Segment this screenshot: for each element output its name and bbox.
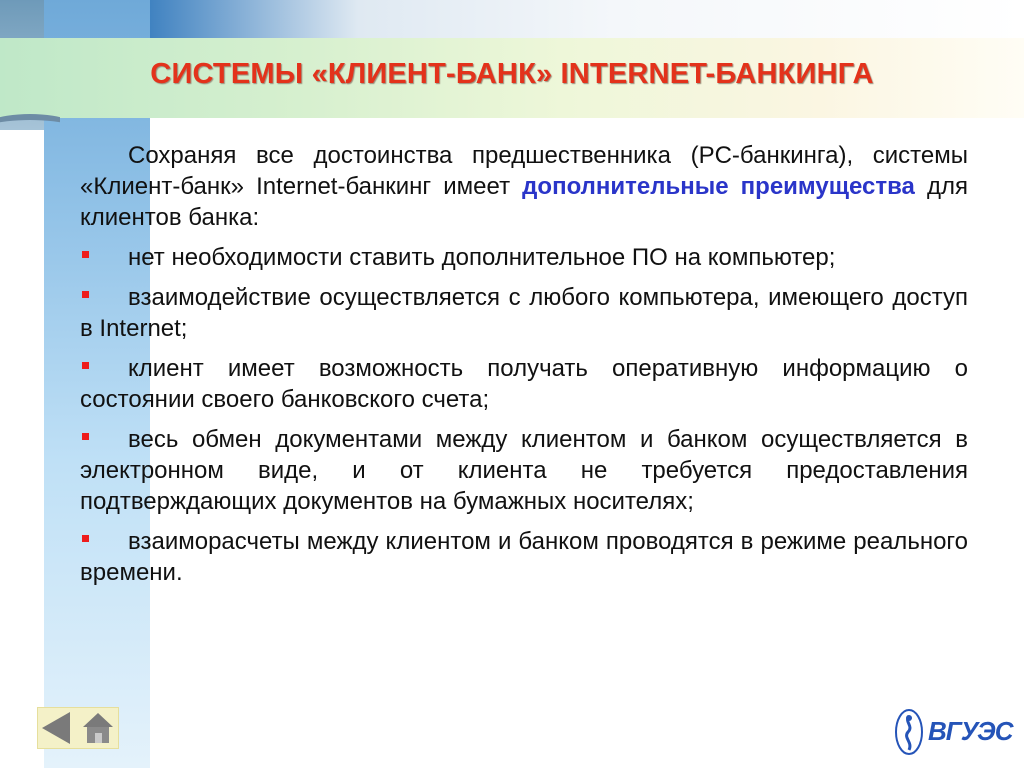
bullet-square-icon [82, 433, 89, 440]
bullet-text: взаимодействие осуществляется с любого компьютера, имеющего доступ в Internet; [80, 284, 968, 342]
intro-paragraph [80, 140, 968, 233]
bullet-text: весь обмен документами между клиентом и банком осуществляется в электронном виде, и от клиента не требуется предоставления подтверждающих документов на бумажных носителях; [80, 426, 968, 515]
bullet-square-icon [82, 291, 89, 298]
bullet-text: клиент имеет возможность получать оперативную информацию о состоянии своего банковского счета; [80, 355, 968, 413]
logo-emblem-icon [894, 708, 924, 756]
bullet-item [80, 282, 968, 344]
navigation-panel [37, 707, 119, 749]
bullet-item [80, 353, 968, 415]
bullet-square-icon [82, 535, 89, 542]
slide-title: СИСТЕМЫ «КЛИЕНТ-БАНК» INTERNET-БАНКИНГА [150, 58, 874, 90]
back-arrow-icon[interactable] [42, 712, 70, 744]
bullet-item [80, 242, 968, 273]
intro-text-1: Сохраняя все достоинства предшественника (PC-банкинга), системы «Клиент-банк» Internet-банкинг имеет [80, 142, 968, 200]
bullet-text: взаиморасчеты между клиентом и банком проводятся в режиме реального времени. [80, 528, 968, 586]
vguies-logo [894, 708, 1013, 756]
bullet-text: нет необходимости ставить дополнительное ПО на компьютер; [128, 244, 836, 271]
slide-body [80, 140, 968, 597]
intro-highlight: дополнительные преимущества [522, 173, 915, 200]
intro-text-2: для клиентов банка: [80, 173, 968, 231]
logo-text: ВГУЭС [928, 716, 1013, 746]
home-icon[interactable] [82, 711, 114, 745]
top-decor-band [0, 0, 1024, 40]
bullet-square-icon [82, 251, 89, 258]
bullet-item [80, 424, 968, 517]
bullet-square-icon [82, 362, 89, 369]
bullet-item [80, 526, 968, 588]
swoosh-decor [0, 108, 60, 134]
